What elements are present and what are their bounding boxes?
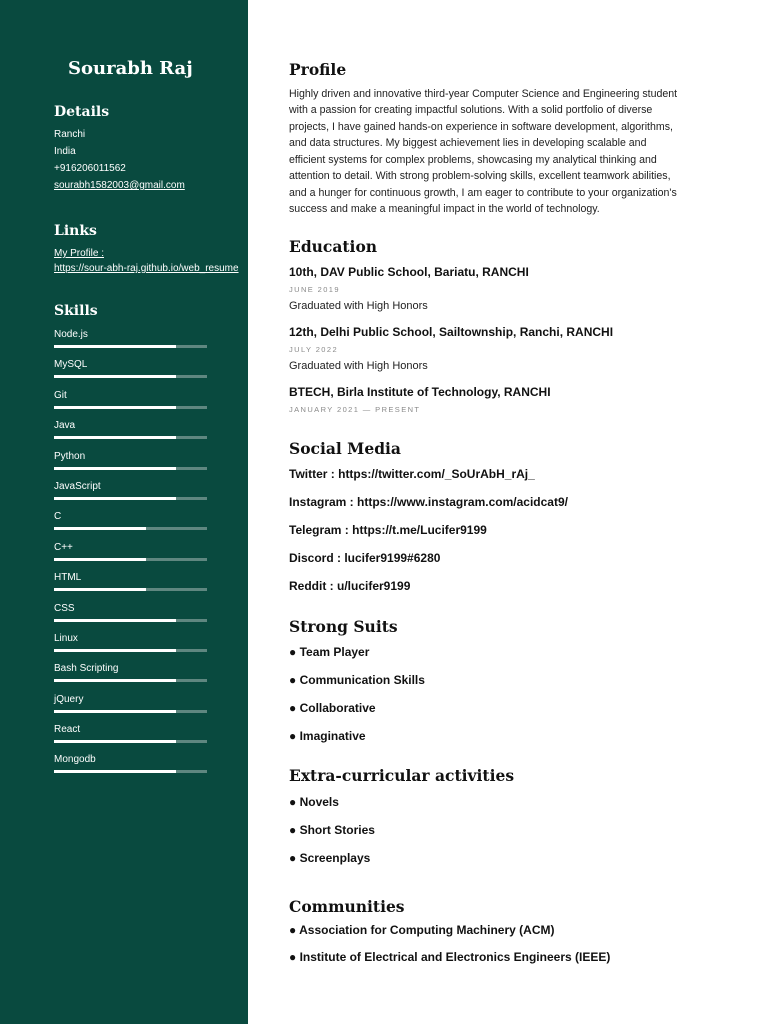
skill-label: Java [54, 420, 76, 432]
education-date: JULY 2022 [289, 345, 339, 354]
skills-list [54, 328, 244, 784]
education-heading: Education [289, 237, 378, 256]
profile-link-label[interactable]: My Profile : [54, 248, 105, 259]
skill-row [54, 541, 244, 571]
email-link[interactable]: sourabh1582003@gmail.com [54, 180, 185, 191]
skill-row [54, 693, 244, 723]
skill-label: Mongodb [54, 754, 96, 766]
skill-level-bar [54, 527, 207, 530]
skill-level-fill [54, 558, 146, 561]
profile-line: success and make a meaningful impact in the world of technology. [289, 203, 600, 216]
social-item-twitter[interactable]: Twitter : https://twitter.com/_SoUrAbH_rAj_ [289, 467, 535, 481]
skill-level-bar [54, 436, 207, 439]
skill-row [54, 419, 244, 449]
skill-level-fill [54, 740, 176, 743]
skill-level-bar [54, 406, 207, 409]
skill-level-fill [54, 679, 176, 682]
links-section [54, 223, 248, 277]
profile-line: with a passion for creating impactful solutions. With a solid portfolio of diverse [289, 104, 653, 117]
skill-level-bar [54, 619, 207, 622]
skill-row [54, 328, 244, 358]
education-note: Graduated with High Honors [289, 360, 428, 372]
suit-item: ● Team Player [289, 645, 370, 659]
skill-label: HTML [54, 572, 82, 584]
education-title: BTECH, Birla Institute of Technology, RANCHI [289, 385, 551, 399]
profile-line: attention to detail. With strong problem-solving skills, excellent teamwork abilities, [289, 170, 671, 183]
skill-level-fill [54, 619, 176, 622]
education-date: JUNE 2019 [289, 285, 340, 294]
skills-heading: Skills [54, 303, 98, 319]
skill-label: CSS [54, 602, 75, 614]
details-country: India [54, 146, 76, 157]
skill-level-fill [54, 375, 176, 378]
skill-label: C [54, 511, 62, 523]
skill-row [54, 510, 244, 540]
skill-level-bar [54, 467, 207, 470]
skill-level-bar [54, 679, 207, 682]
community-item: ● Institute of Electrical and Electronics Engineers (IEEE) [289, 950, 611, 964]
skill-row [54, 571, 244, 601]
profile-text [289, 86, 721, 218]
extracurricular-heading: Extra-curricular activities [289, 766, 515, 785]
skill-level-bar [54, 558, 207, 561]
skill-level-fill [54, 527, 146, 530]
skill-level-fill [54, 345, 176, 348]
skill-label: MySQL [54, 359, 88, 371]
skill-level-fill [54, 406, 176, 409]
community-item: ● Association for Computing Machinery (ACM) [289, 923, 555, 937]
suit-item: ● Imaginative [289, 729, 366, 743]
person-name: Sourabh Raj [68, 58, 193, 79]
communities-heading: Communities [289, 897, 405, 916]
skill-level-bar [54, 588, 207, 591]
education-title: 12th, Delhi Public School, Sailtownship, Ranchi, RANCHI [289, 325, 614, 339]
strong-suits-heading: Strong Suits [289, 617, 398, 636]
extracurricular-item: ● Screenplays [289, 851, 371, 865]
skill-label: React [54, 724, 81, 736]
skill-label: Bash Scripting [54, 663, 119, 675]
profile-link-url[interactable]: https://sour-abh-raj.github.io/web_resume [54, 263, 239, 274]
social-item-instagram[interactable]: Instagram : https://www.instagram.com/acidcat9/ [289, 495, 568, 509]
skill-level-bar [54, 345, 207, 348]
skill-level-fill [54, 770, 176, 773]
suit-item: ● Communication Skills [289, 673, 425, 687]
details-heading: Details [54, 104, 110, 120]
profile-line: and data structures. My biggest achievement lies in developing scalable and [289, 137, 647, 150]
profile-line: efficient systems for complex problems, showcasing my analytical thinking and [289, 153, 657, 166]
skill-row [54, 632, 244, 662]
social-item-discord: Discord : lucifer9199#6280 [289, 551, 441, 565]
extracurricular-item: ● Novels [289, 795, 339, 809]
skill-level-fill [54, 497, 176, 500]
skill-label: C++ [54, 541, 73, 553]
links-heading: Links [54, 223, 97, 239]
profile-line: and a hunger for continuous growth, I am eager to contribute to your organization's [289, 186, 677, 199]
social-item-telegram[interactable]: Telegram : https://t.me/Lucifer9199 [289, 523, 487, 537]
skill-label: Python [54, 450, 86, 462]
details-section [54, 104, 244, 194]
education-date: JANUARY 2021 — PRESENT [289, 405, 421, 414]
skill-label: JavaScript [54, 480, 101, 492]
skill-label: Git [54, 389, 67, 401]
profile-line: Highly driven and innovative third-year Computer Science and Engineering student [289, 88, 678, 100]
skill-row [54, 602, 244, 632]
skill-row [54, 753, 244, 783]
skill-row [54, 480, 244, 510]
skill-level-bar [54, 375, 207, 378]
skill-label: Node.js [54, 329, 88, 340]
profile-line: projects, I have gained hands-on experience in software development, algorithms, [289, 120, 673, 133]
suit-item: ● Collaborative [289, 701, 376, 715]
skill-level-bar [54, 710, 207, 713]
skill-level-fill [54, 588, 146, 591]
skill-row [54, 723, 244, 753]
skill-level-fill [54, 436, 176, 439]
profile-heading: Profile [289, 60, 347, 79]
skill-row [54, 662, 244, 692]
skill-level-fill [54, 649, 176, 652]
education-title: 10th, DAV Public School, Bariatu, RANCHI [289, 265, 529, 279]
skill-level-bar [54, 770, 207, 773]
education-note: Graduated with High Honors [289, 300, 428, 312]
sidebar [0, 0, 248, 1024]
skill-label: jQuery [54, 693, 84, 705]
social-item-reddit: Reddit : u/lucifer9199 [289, 579, 411, 593]
skill-row [54, 450, 244, 480]
social-heading: Social Media [289, 439, 401, 458]
skills-section [54, 303, 244, 784]
skill-level-bar [54, 649, 207, 652]
extracurricular-item: ● Short Stories [289, 823, 375, 837]
skill-level-bar [54, 740, 207, 743]
details-city: Ranchi [54, 129, 86, 140]
details-phone: +916206011562 [54, 163, 126, 174]
skill-level-bar [54, 497, 207, 500]
skill-level-fill [54, 467, 176, 470]
skill-row [54, 358, 244, 388]
skill-label: Linux [54, 632, 78, 644]
skill-row [54, 389, 244, 419]
skill-level-fill [54, 710, 176, 713]
